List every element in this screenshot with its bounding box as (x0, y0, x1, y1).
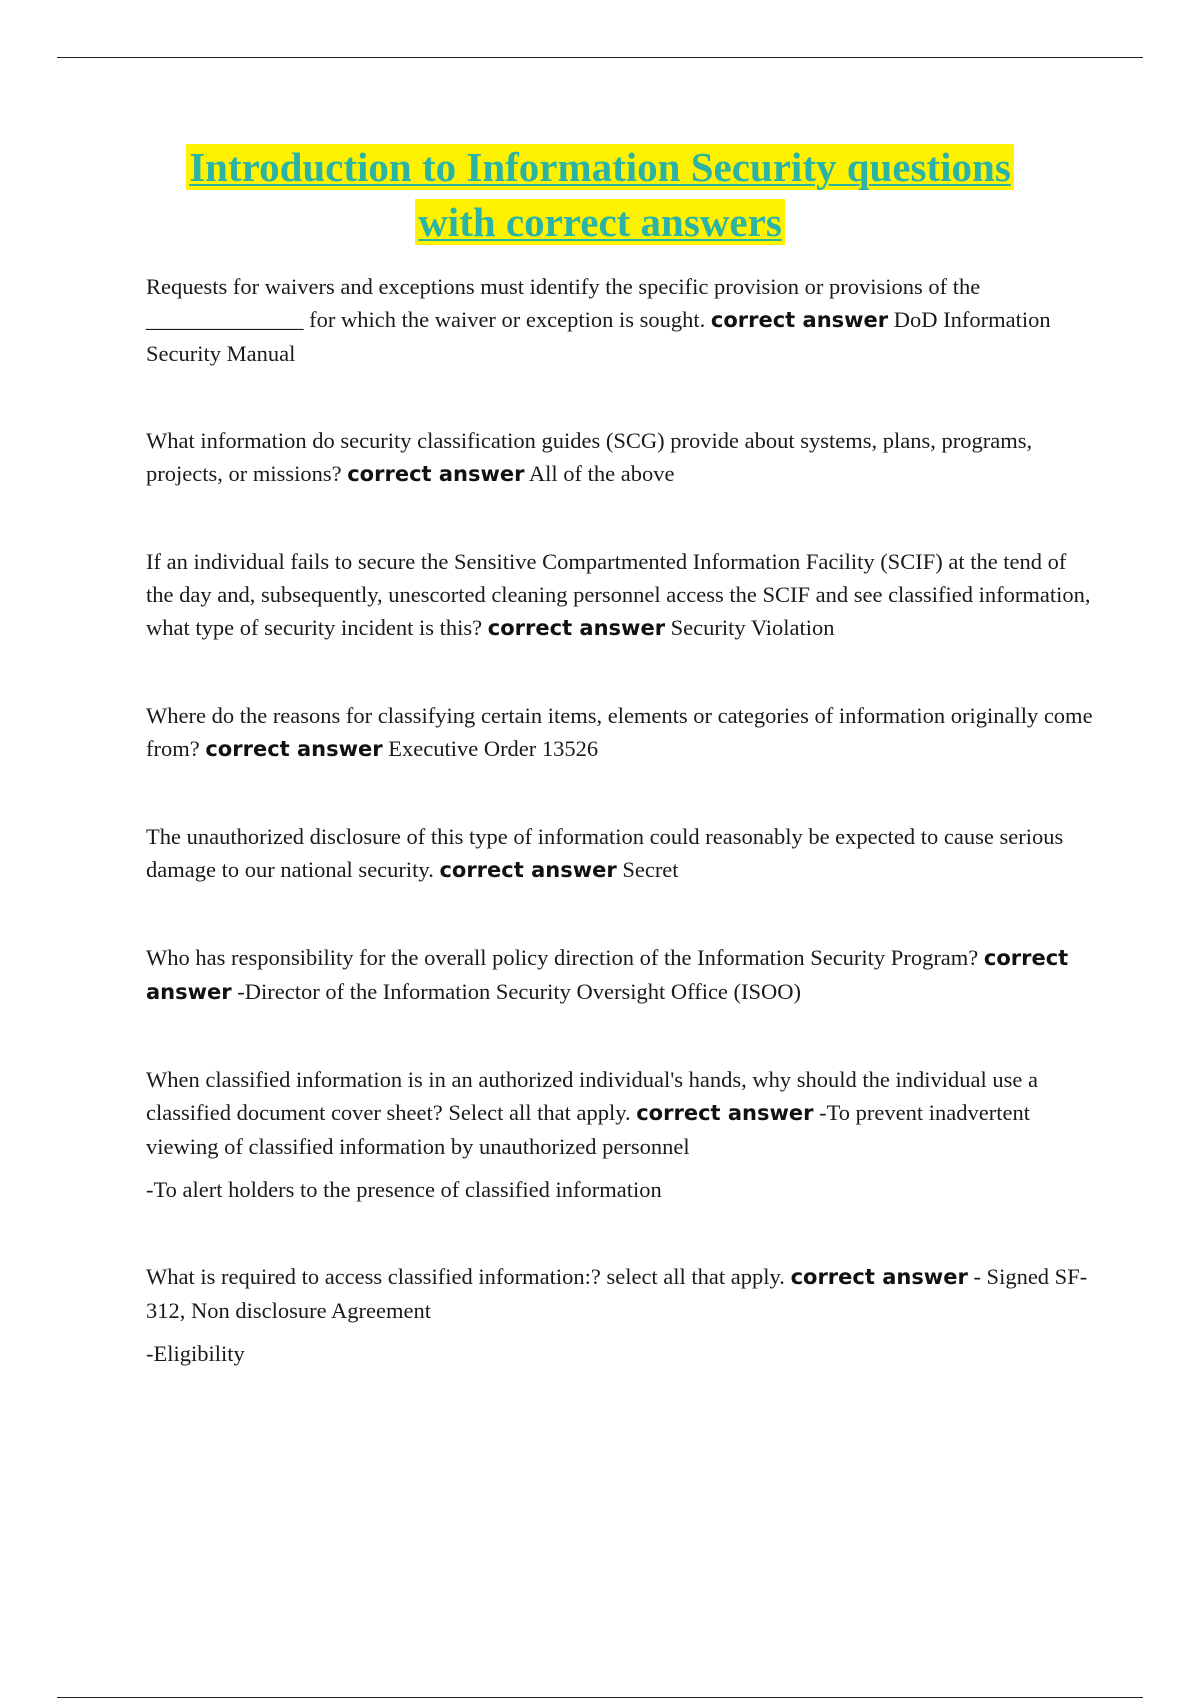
qa-item (146, 820, 1096, 887)
answer-label: correct answer (487, 616, 666, 640)
question-text: Where do the reasons for classifying certain items, elements or categories of information originally come from? (146, 703, 1093, 761)
answer-text: Security Violation (670, 615, 835, 640)
question-text: If an individual fails to secure the Sensitive Compartmented Information Facility (SCIF) at the tend of the day and, subsequently, unescorted cleaning personnel access the SCIF and see classified information, what type of security incident is this? (146, 549, 1091, 640)
qa-item (146, 941, 1096, 1009)
answer-label: correct answer (347, 462, 525, 486)
answer-label: correct answer (636, 1101, 814, 1125)
qa-item (146, 545, 1096, 645)
qa-item (146, 699, 1096, 766)
document-title (100, 140, 1100, 250)
answer-extra: -To alert holders to the presence of classified information (146, 1177, 662, 1202)
answer-label: correct answer (146, 946, 1069, 1004)
qa-text (146, 820, 1096, 887)
qa-item (146, 1063, 1096, 1206)
qa-text (146, 699, 1096, 766)
answer-text: All of the above (528, 461, 675, 486)
answer-label: correct answer (710, 308, 889, 332)
qa-item (146, 424, 1096, 491)
question-text: Requests for waivers and exceptions must identify the specific provision or provisions of the ______________ for which the waiver or exception is sought. (146, 274, 981, 332)
answer-text: Executive Order 13526 (388, 736, 599, 761)
qa-text (146, 270, 1096, 370)
question-text: The unauthorized disclosure of this type of information could reasonably be expected to cause serious damage to our national security. (146, 824, 1064, 882)
answer-text: DoD Information Security Manual (146, 307, 1051, 366)
question-text: Who has responsibility for the overall policy direction of the Information Security Program? (146, 945, 979, 970)
top-rule (57, 57, 1143, 58)
answer-text: -To prevent inadvertent viewing of classified information by unauthorized personnel (146, 1100, 1030, 1159)
qa-item (146, 1260, 1096, 1370)
answer-label: correct answer (205, 737, 383, 761)
answer-text: - Signed SF-312, Non disclosure Agreement (146, 1264, 1088, 1323)
qa-text (146, 1260, 1096, 1327)
answer-label: correct answer (790, 1265, 968, 1289)
title-line-2: with correct answers (415, 199, 785, 245)
title-line-1: Introduction to Information Security questions (186, 144, 1014, 190)
question-text: What is required to access classified information:? select all that apply. (146, 1264, 785, 1289)
qa-text (146, 424, 1096, 491)
answer-label: correct answer (439, 858, 617, 882)
qa-text (146, 1063, 1096, 1163)
question-text: What information do security classification guides (SCG) provide about systems, plans, programs, projects, or missions? (146, 428, 1033, 486)
qa-text (146, 941, 1096, 1009)
qa-list (146, 270, 1096, 1370)
answer-extra: -Eligibility (146, 1341, 245, 1366)
qa-text (146, 545, 1096, 645)
answer-text: -Director of the Information Security Oversight Office (ISOO) (237, 979, 802, 1004)
question-text: When classified information is in an authorized individual's hands, why should the individual use a classified document cover sheet? Select all that apply. (146, 1067, 1039, 1125)
qa-item (146, 270, 1096, 370)
bottom-rule (57, 1697, 1143, 1698)
answer-text: Secret (622, 857, 679, 882)
